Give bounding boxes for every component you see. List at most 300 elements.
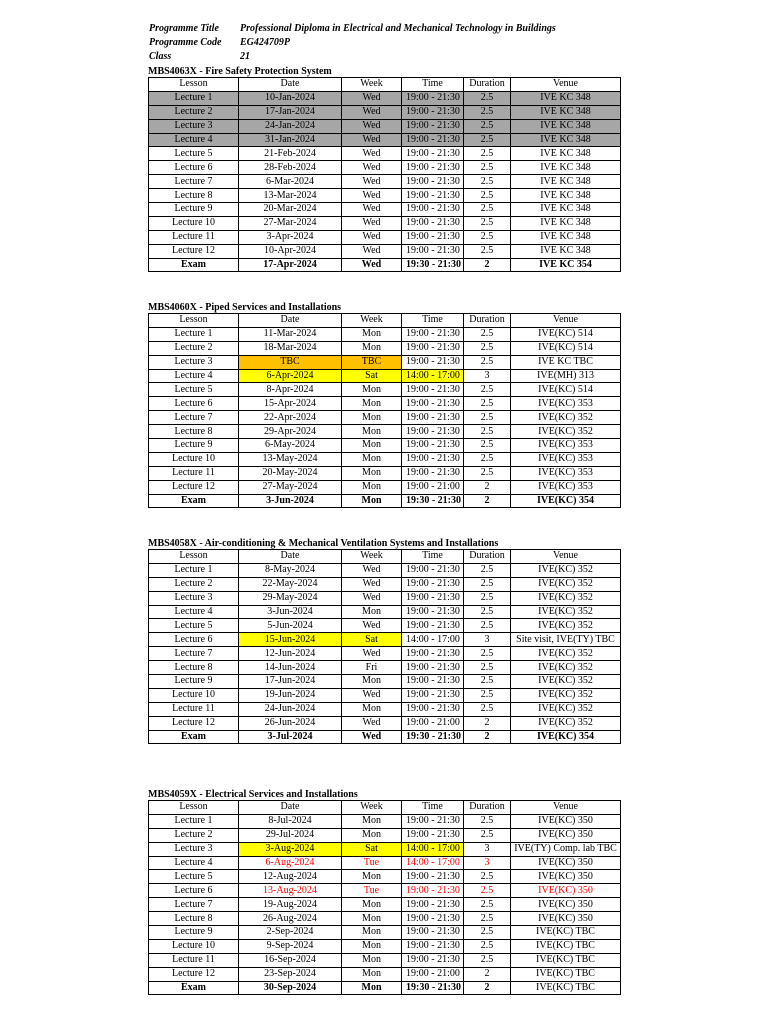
- cell-time: 19:00 - 21:30: [402, 661, 464, 675]
- cell-date: 15-Apr-2024: [239, 397, 342, 411]
- cell-venue: IVE(KC) 354: [511, 494, 621, 508]
- cell-venue: IVE KC 348: [511, 189, 621, 203]
- cell-time: 19:00 - 21:30: [402, 216, 464, 230]
- cell-duration: 2.5: [464, 203, 511, 217]
- cell-time: 19:00 - 21:30: [402, 397, 464, 411]
- cell-duration: 2.5: [464, 814, 511, 828]
- column-header-date: Date: [239, 314, 342, 328]
- cell-venue: IVE(KC) 353: [511, 397, 621, 411]
- cell-duration: 2.5: [464, 105, 511, 119]
- cell-week: Mon: [342, 702, 402, 716]
- cell-lesson: Lecture 5: [149, 147, 239, 161]
- cell-time: 19:00 - 21:30: [402, 577, 464, 591]
- cell-time: 19:00 - 21:30: [402, 953, 464, 967]
- cell-lesson: Lecture 10: [149, 688, 239, 702]
- table-row: [149, 189, 621, 203]
- cell-date: 14-Jun-2024: [239, 661, 342, 675]
- cell-venue: IVE KC 348: [511, 161, 621, 175]
- cell-time: 19:00 - 21:30: [402, 189, 464, 203]
- cell-date: 3-Apr-2024: [239, 230, 342, 244]
- cell-lesson: Lecture 7: [149, 411, 239, 425]
- column-header-duration: Duration: [464, 550, 511, 564]
- cell-time: 14:00 - 17:00: [402, 856, 464, 870]
- cell-date: 6-Apr-2024: [239, 369, 342, 383]
- cell-venue: Site visit, IVE(TY) TBC: [511, 633, 621, 647]
- cell-date: 28-Feb-2024: [239, 161, 342, 175]
- cell-time: 19:00 - 21:30: [402, 898, 464, 912]
- cell-week: Mon: [342, 605, 402, 619]
- cell-lesson: Lecture 9: [149, 926, 239, 940]
- cell-venue: IVE(KC) 352: [511, 591, 621, 605]
- cell-venue: IVE(KC) 354: [511, 730, 621, 744]
- cell-date: 26-Jun-2024: [239, 716, 342, 730]
- cell-time: 19:00 - 21:30: [402, 605, 464, 619]
- cell-week: Mon: [342, 953, 402, 967]
- cell-time: 19:00 - 21:00: [402, 716, 464, 730]
- table-row: [149, 633, 621, 647]
- cell-week: Wed: [342, 203, 402, 217]
- cell-lesson: Lecture 9: [149, 439, 239, 453]
- cell-date: 3-Jun-2024: [239, 494, 342, 508]
- column-header-time: Time: [402, 314, 464, 328]
- cell-date: 3-Jul-2024: [239, 730, 342, 744]
- table-header-row: [149, 801, 621, 815]
- cell-duration: 2.5: [464, 898, 511, 912]
- cell-week: Mon: [342, 466, 402, 480]
- cell-date: 18-Mar-2024: [239, 341, 342, 355]
- cell-date: 10-Apr-2024: [239, 244, 342, 258]
- cell-week: Mon: [342, 939, 402, 953]
- table-row: [149, 369, 621, 383]
- cell-duration: 2.5: [464, 577, 511, 591]
- cell-duration: 2.5: [464, 244, 511, 258]
- cell-venue: IVE KC 348: [511, 133, 621, 147]
- cell-date: 12-Jun-2024: [239, 647, 342, 661]
- cell-duration: 2.5: [464, 647, 511, 661]
- column-header-date: Date: [239, 78, 342, 92]
- cell-date: 13-May-2024: [239, 452, 342, 466]
- cell-lesson: Lecture 6: [149, 397, 239, 411]
- cell-venue: IVE(KC) 352: [511, 688, 621, 702]
- cell-lesson: Lecture 11: [149, 702, 239, 716]
- cell-venue: IVE KC 348: [511, 175, 621, 189]
- module-title: MBS4059X - Electrical Services and Installations: [148, 789, 358, 800]
- cell-duration: 3: [464, 842, 511, 856]
- exam-row: [149, 494, 621, 508]
- cell-date: 19-Aug-2024: [239, 898, 342, 912]
- cell-venue: IVE KC 348: [511, 91, 621, 105]
- cell-lesson: Lecture 5: [149, 383, 239, 397]
- cell-duration: 2.5: [464, 661, 511, 675]
- cell-date: 6-Aug-2024: [239, 856, 342, 870]
- cell-week: Mon: [342, 397, 402, 411]
- cell-lesson: Lecture 10: [149, 216, 239, 230]
- cell-week: Tue: [342, 884, 402, 898]
- cell-duration: 2.5: [464, 189, 511, 203]
- column-header-date: Date: [239, 550, 342, 564]
- cell-week: Wed: [342, 105, 402, 119]
- column-header-duration: Duration: [464, 801, 511, 815]
- cell-week: Sat: [342, 842, 402, 856]
- table-row: [149, 814, 621, 828]
- table-row: [149, 716, 621, 730]
- cell-duration: 2.5: [464, 452, 511, 466]
- exam-row: [149, 981, 621, 995]
- cell-venue: IVE KC 348: [511, 119, 621, 133]
- class-label: Class: [149, 51, 172, 62]
- cell-week: Mon: [342, 327, 402, 341]
- cell-venue: IVE(KC) 353: [511, 439, 621, 453]
- cell-time: 19:00 - 21:30: [402, 884, 464, 898]
- cell-duration: 2.5: [464, 175, 511, 189]
- table-header-row: [149, 78, 621, 92]
- cell-week: Mon: [342, 480, 402, 494]
- cell-week: Wed: [342, 688, 402, 702]
- cell-venue: IVE(KC) 352: [511, 716, 621, 730]
- cell-week: Fri: [342, 661, 402, 675]
- cell-venue: IVE(KC) 514: [511, 327, 621, 341]
- table-row: [149, 397, 621, 411]
- cell-date: 12-Aug-2024: [239, 870, 342, 884]
- cell-venue: IVE KC 348: [511, 203, 621, 217]
- cell-date: 30-Sep-2024: [239, 981, 342, 995]
- cell-week: Sat: [342, 633, 402, 647]
- cell-duration: 2.5: [464, 216, 511, 230]
- column-header-duration: Duration: [464, 314, 511, 328]
- table-row: [149, 119, 621, 133]
- cell-week: Mon: [342, 926, 402, 940]
- cell-lesson: Lecture 8: [149, 912, 239, 926]
- cell-lesson: Lecture 8: [149, 189, 239, 203]
- table-row: [149, 230, 621, 244]
- cell-duration: 2.5: [464, 425, 511, 439]
- cell-week: Mon: [342, 383, 402, 397]
- cell-time: 19:00 - 21:30: [402, 870, 464, 884]
- table-row: [149, 926, 621, 940]
- cell-time: 19:30 - 21:30: [402, 494, 464, 508]
- cell-lesson: Lecture 3: [149, 591, 239, 605]
- cell-time: 19:00 - 21:30: [402, 161, 464, 175]
- cell-week: TBC: [342, 355, 402, 369]
- column-header-lesson: Lesson: [149, 78, 239, 92]
- cell-duration: 2.5: [464, 161, 511, 175]
- cell-venue: IVE(KC) 352: [511, 563, 621, 577]
- cell-time: 19:30 - 21:30: [402, 258, 464, 272]
- cell-lesson: Lecture 6: [149, 884, 239, 898]
- schedule-table: [148, 549, 621, 744]
- cell-week: Mon: [342, 870, 402, 884]
- cell-lesson: Lecture 3: [149, 842, 239, 856]
- cell-lesson: Exam: [149, 494, 239, 508]
- column-header-lesson: Lesson: [149, 550, 239, 564]
- table-row: [149, 939, 621, 953]
- module-title: MBS4060X - Piped Services and Installations: [148, 302, 342, 313]
- cell-week: Wed: [342, 577, 402, 591]
- cell-lesson: Lecture 3: [149, 355, 239, 369]
- cell-venue: IVE(KC) TBC: [511, 926, 621, 940]
- cell-duration: 2: [464, 967, 511, 981]
- cell-duration: 2.5: [464, 383, 511, 397]
- cell-week: Wed: [342, 258, 402, 272]
- cell-duration: 2.5: [464, 119, 511, 133]
- cell-time: 19:00 - 21:30: [402, 175, 464, 189]
- module-section-piped-services: [148, 302, 620, 508]
- cell-lesson: Lecture 10: [149, 939, 239, 953]
- cell-lesson: Exam: [149, 981, 239, 995]
- cell-time: 19:00 - 21:30: [402, 411, 464, 425]
- table-row: [149, 702, 621, 716]
- column-header-week: Week: [342, 78, 402, 92]
- cell-venue: IVE(KC) TBC: [511, 953, 621, 967]
- cell-time: 19:00 - 21:30: [402, 355, 464, 369]
- cell-lesson: Lecture 10: [149, 452, 239, 466]
- table-row: [149, 647, 621, 661]
- cell-lesson: Lecture 11: [149, 466, 239, 480]
- cell-duration: 2.5: [464, 133, 511, 147]
- cell-time: 19:00 - 21:30: [402, 828, 464, 842]
- cell-duration: 2.5: [464, 953, 511, 967]
- cell-duration: 2.5: [464, 870, 511, 884]
- cell-time: 19:00 - 21:30: [402, 105, 464, 119]
- cell-venue: IVE(KC) TBC: [511, 939, 621, 953]
- cell-time: 19:00 - 21:30: [402, 452, 464, 466]
- cell-lesson: Lecture 12: [149, 716, 239, 730]
- cell-time: 19:30 - 21:30: [402, 981, 464, 995]
- cell-venue: IVE(KC) 350: [511, 814, 621, 828]
- column-header-lesson: Lesson: [149, 801, 239, 815]
- cell-week: Mon: [342, 452, 402, 466]
- cell-lesson: Lecture 5: [149, 619, 239, 633]
- table-row: [149, 953, 621, 967]
- table-row: [149, 327, 621, 341]
- cell-date: 27-Mar-2024: [239, 216, 342, 230]
- cell-date: 27-May-2024: [239, 480, 342, 494]
- cell-duration: 2.5: [464, 926, 511, 940]
- cell-time: 14:00 - 17:00: [402, 842, 464, 856]
- cell-time: 19:00 - 21:30: [402, 939, 464, 953]
- cell-week: Mon: [342, 439, 402, 453]
- table-row: [149, 605, 621, 619]
- table-row: [149, 870, 621, 884]
- cell-lesson: Exam: [149, 258, 239, 272]
- cell-lesson: Lecture 8: [149, 661, 239, 675]
- column-header-week: Week: [342, 801, 402, 815]
- cell-duration: 2.5: [464, 439, 511, 453]
- exam-row: [149, 258, 621, 272]
- cell-venue: IVE(KC) 352: [511, 619, 621, 633]
- programme-title-row: [149, 22, 556, 36]
- cell-week: Wed: [342, 147, 402, 161]
- cell-venue: IVE(KC) 352: [511, 425, 621, 439]
- cell-time: 19:00 - 21:30: [402, 563, 464, 577]
- cell-lesson: Lecture 4: [149, 856, 239, 870]
- table-row: [149, 828, 621, 842]
- cell-venue: IVE(KC) 352: [511, 577, 621, 591]
- table-row: [149, 688, 621, 702]
- column-header-venue: Venue: [511, 78, 621, 92]
- cell-date: 31-Jan-2024: [239, 133, 342, 147]
- module-section-air-conditioning: [148, 538, 620, 744]
- programme-code-value: EG424709P: [240, 37, 290, 48]
- cell-time: 19:00 - 21:30: [402, 814, 464, 828]
- cell-date: 22-Apr-2024: [239, 411, 342, 425]
- cell-lesson: Lecture 7: [149, 175, 239, 189]
- cell-week: Mon: [342, 828, 402, 842]
- cell-week: Wed: [342, 119, 402, 133]
- cell-date: 3-Aug-2024: [239, 842, 342, 856]
- cell-week: Wed: [342, 175, 402, 189]
- cell-lesson: Lecture 4: [149, 369, 239, 383]
- cell-lesson: Lecture 2: [149, 341, 239, 355]
- cell-time: 19:00 - 21:30: [402, 244, 464, 258]
- cell-duration: 3: [464, 369, 511, 383]
- cell-lesson: Lecture 11: [149, 953, 239, 967]
- table-row: [149, 480, 621, 494]
- module-section-fire-safety: [148, 66, 620, 272]
- cell-week: Wed: [342, 133, 402, 147]
- cell-date: 20-Mar-2024: [239, 203, 342, 217]
- cell-lesson: Lecture 5: [149, 870, 239, 884]
- cell-duration: 2.5: [464, 591, 511, 605]
- cell-week: Mon: [342, 912, 402, 926]
- table-row: [149, 439, 621, 453]
- cell-week: Mon: [342, 675, 402, 689]
- cell-venue: IVE(KC) TBC: [511, 981, 621, 995]
- cell-date: 5-Jun-2024: [239, 619, 342, 633]
- cell-lesson: Lecture 9: [149, 675, 239, 689]
- cell-date: 8-Jul-2024: [239, 814, 342, 828]
- cell-duration: 2: [464, 480, 511, 494]
- cell-week: Mon: [342, 814, 402, 828]
- cell-duration: 2.5: [464, 327, 511, 341]
- class-value: 21: [240, 51, 250, 62]
- schedule-table: [148, 313, 621, 508]
- cell-lesson: Exam: [149, 730, 239, 744]
- table-header-row: [149, 550, 621, 564]
- cell-lesson: Lecture 2: [149, 577, 239, 591]
- cell-week: Wed: [342, 91, 402, 105]
- cell-lesson: Lecture 2: [149, 828, 239, 842]
- cell-date: 9-Sep-2024: [239, 939, 342, 953]
- cell-week: Mon: [342, 494, 402, 508]
- exam-row: [149, 730, 621, 744]
- cell-lesson: Lecture 1: [149, 91, 239, 105]
- cell-date: 17-Jan-2024: [239, 105, 342, 119]
- cell-lesson: Lecture 6: [149, 161, 239, 175]
- programme-code-row: [149, 36, 556, 50]
- cell-date: 29-Jul-2024: [239, 828, 342, 842]
- table-row: [149, 425, 621, 439]
- table-row: [149, 912, 621, 926]
- table-row: [149, 133, 621, 147]
- cell-duration: 3: [464, 856, 511, 870]
- cell-venue: IVE(KC) 350: [511, 884, 621, 898]
- cell-week: Mon: [342, 425, 402, 439]
- cell-time: 19:00 - 21:30: [402, 466, 464, 480]
- cell-date: 13-Aug-2024: [239, 884, 342, 898]
- cell-time: 19:00 - 21:30: [402, 383, 464, 397]
- column-header-time: Time: [402, 78, 464, 92]
- table-row: [149, 661, 621, 675]
- schedule-table: [148, 77, 621, 272]
- cell-venue: IVE(KC) 352: [511, 411, 621, 425]
- cell-week: Wed: [342, 716, 402, 730]
- column-header-venue: Venue: [511, 550, 621, 564]
- table-header-row: [149, 314, 621, 328]
- cell-time: 19:00 - 21:30: [402, 327, 464, 341]
- cell-venue: IVE(KC) 514: [511, 383, 621, 397]
- cell-lesson: Lecture 9: [149, 203, 239, 217]
- cell-date: 10-Jan-2024: [239, 91, 342, 105]
- cell-date: 16-Sep-2024: [239, 953, 342, 967]
- cell-duration: 2.5: [464, 230, 511, 244]
- table-row: [149, 383, 621, 397]
- cell-date: 22-May-2024: [239, 577, 342, 591]
- cell-time: 19:00 - 21:30: [402, 133, 464, 147]
- cell-time: 19:00 - 21:00: [402, 480, 464, 494]
- cell-date: 19-Jun-2024: [239, 688, 342, 702]
- cell-duration: 2.5: [464, 828, 511, 842]
- table-row: [149, 967, 621, 981]
- cell-time: 19:30 - 21:30: [402, 730, 464, 744]
- cell-duration: 2.5: [464, 397, 511, 411]
- cell-date: 23-Sep-2024: [239, 967, 342, 981]
- table-row: [149, 466, 621, 480]
- cell-week: Wed: [342, 619, 402, 633]
- cell-date: 3-Jun-2024: [239, 605, 342, 619]
- cell-duration: 2: [464, 730, 511, 744]
- cell-lesson: Lecture 11: [149, 230, 239, 244]
- cell-duration: 2.5: [464, 939, 511, 953]
- cell-week: Mon: [342, 898, 402, 912]
- cell-duration: 2.5: [464, 563, 511, 577]
- cell-venue: IVE(KC) 352: [511, 647, 621, 661]
- cell-time: 19:00 - 21:30: [402, 341, 464, 355]
- cell-time: 19:00 - 21:30: [402, 912, 464, 926]
- cell-date: 17-Apr-2024: [239, 258, 342, 272]
- cell-week: Wed: [342, 189, 402, 203]
- module-title: MBS4058X - Air-conditioning & Mechanical Ventilation Systems and Installations: [148, 538, 499, 549]
- cell-lesson: Lecture 12: [149, 480, 239, 494]
- cell-time: 19:00 - 21:30: [402, 147, 464, 161]
- cell-duration: 2.5: [464, 884, 511, 898]
- cell-week: Wed: [342, 563, 402, 577]
- cell-date: 13-Mar-2024: [239, 189, 342, 203]
- cell-venue: IVE(KC) 514: [511, 341, 621, 355]
- cell-week: Wed: [342, 591, 402, 605]
- cell-venue: IVE(KC) 353: [511, 480, 621, 494]
- cell-week: Wed: [342, 230, 402, 244]
- cell-time: 19:00 - 21:30: [402, 647, 464, 661]
- cell-venue: IVE(KC) 352: [511, 702, 621, 716]
- cell-venue: IVE(KC) 350: [511, 898, 621, 912]
- cell-lesson: Lecture 6: [149, 633, 239, 647]
- cell-duration: 2.5: [464, 702, 511, 716]
- cell-venue: IVE(KC) 352: [511, 605, 621, 619]
- table-row: [149, 105, 621, 119]
- schedule-table: [148, 800, 621, 995]
- cell-time: 14:00 - 17:00: [402, 369, 464, 383]
- table-row: [149, 591, 621, 605]
- cell-week: Wed: [342, 730, 402, 744]
- table-row: [149, 147, 621, 161]
- column-header-week: Week: [342, 314, 402, 328]
- cell-duration: 3: [464, 633, 511, 647]
- cell-duration: 2: [464, 981, 511, 995]
- table-row: [149, 175, 621, 189]
- cell-duration: 2.5: [464, 411, 511, 425]
- cell-week: Mon: [342, 981, 402, 995]
